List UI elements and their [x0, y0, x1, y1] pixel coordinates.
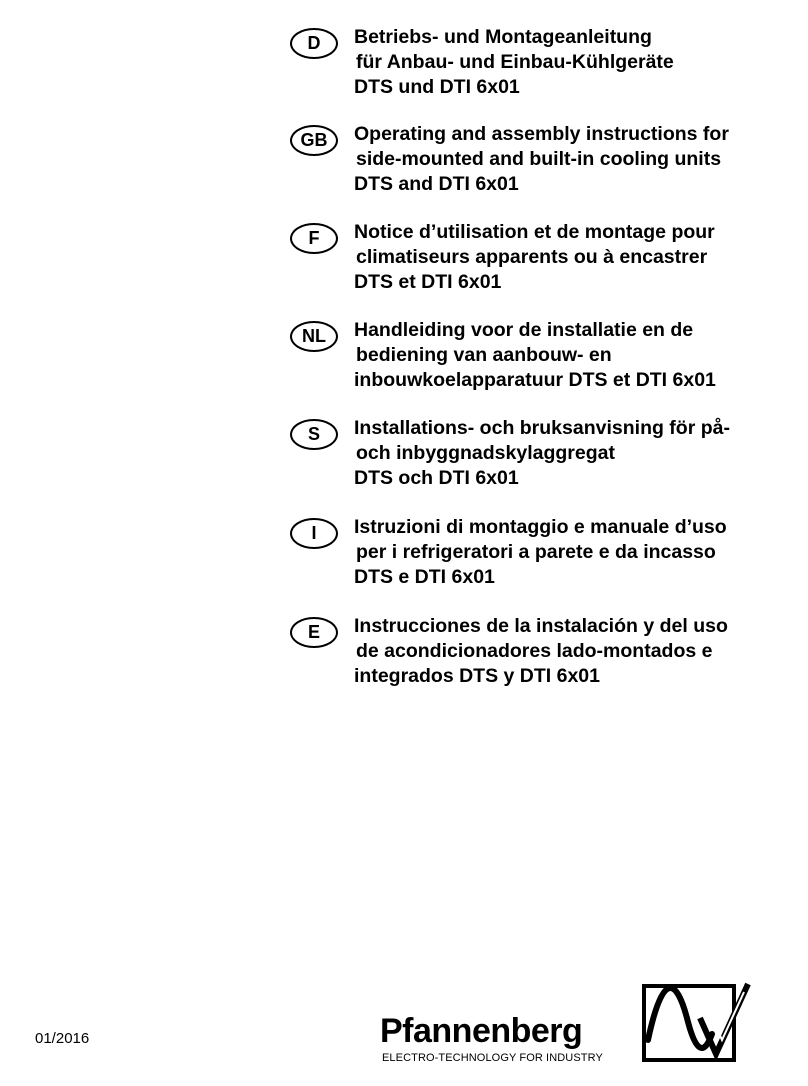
- title-line: DTS och DTI 6x01: [354, 467, 519, 489]
- title-line: de acondicionadores lado-montados e: [356, 640, 713, 662]
- language-badge-it: I: [290, 518, 338, 549]
- title-line: Instrucciones de la instalación y del uso: [354, 615, 728, 637]
- language-title-gb: [354, 122, 729, 197]
- title-line: Handleiding voor de installatie en de: [354, 319, 694, 341]
- title-line: Istruzioni di montaggio e manuale d’uso: [354, 516, 727, 538]
- language-title-es: [354, 614, 728, 689]
- title-line: Installations- och bruksanvisning för på-: [354, 417, 730, 439]
- title-line: integrados DTS y DTI 6x01: [354, 665, 600, 687]
- title-line: side-mounted and built-in cooling units: [356, 148, 722, 170]
- publication-date: 01/2016: [35, 1030, 90, 1047]
- language-title-it: [354, 515, 727, 590]
- language-badge-gb: GB: [290, 125, 338, 156]
- language-badge-se: S: [290, 419, 338, 450]
- title-line: DTS und DTI 6x01: [354, 76, 520, 98]
- title-line: DTS and DTI 6x01: [354, 173, 519, 195]
- language-title-se: [354, 416, 730, 491]
- title-line: Operating and assembly instructions for: [354, 123, 729, 145]
- title-line: och inbyggnadskylaggregat: [356, 442, 615, 464]
- language-title-nl: [354, 318, 716, 393]
- title-line: bediening van aanbouw- en: [356, 344, 612, 366]
- title-line: für Anbau- und Einbau-Kühlgeräte: [356, 51, 674, 73]
- language-badge-es: E: [290, 617, 338, 648]
- language-title-fr: [354, 220, 715, 295]
- title-line: inbouwkoelapparatuur DTS et DTI 6x01: [354, 369, 716, 391]
- pfannenberg-logo-icon: [640, 982, 752, 1064]
- title-line: Notice d’utilisation et de montage pour: [354, 221, 715, 243]
- language-badge-nl: NL: [290, 321, 338, 352]
- language-badge-de: D: [290, 28, 338, 59]
- brand-name: Pfannenberg: [380, 1012, 583, 1050]
- title-line: climatiseurs apparents ou à encastrer: [356, 246, 708, 268]
- language-badge-fr: F: [290, 223, 338, 254]
- title-line: DTS e DTI 6x01: [354, 566, 495, 588]
- title-line: DTS et DTI 6x01: [354, 271, 502, 293]
- title-line: per i refrigeratori a parete e da incasso: [356, 541, 716, 563]
- title-line: Betriebs- und Montageanleitung: [354, 26, 652, 48]
- brand-tagline: ELECTRO-TECHNOLOGY FOR INDUSTRY: [382, 1052, 603, 1064]
- language-title-de: [354, 25, 674, 100]
